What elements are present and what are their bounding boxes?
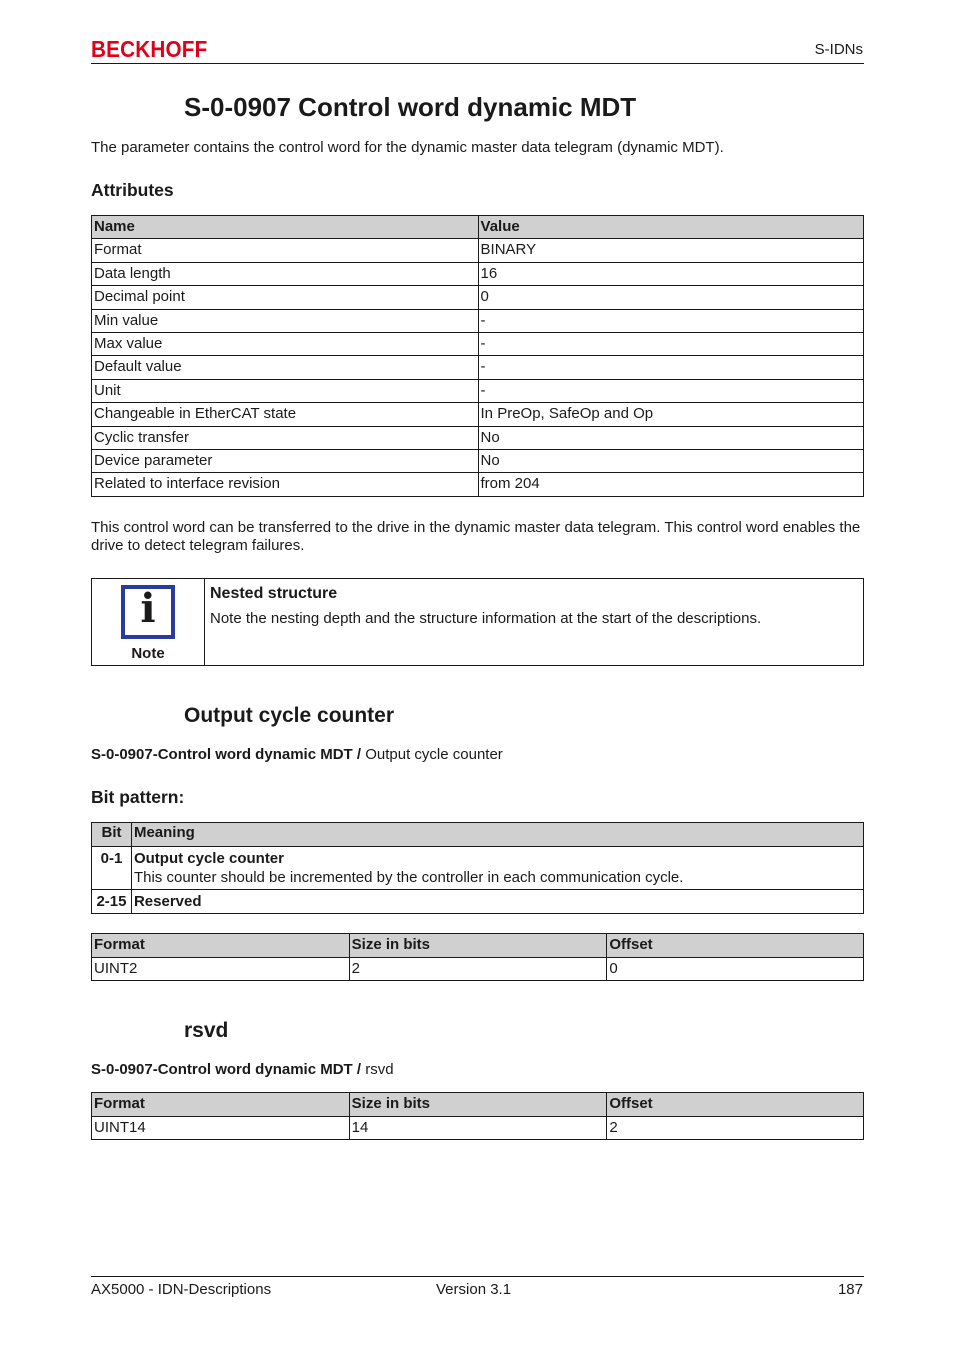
table-row xyxy=(92,403,864,426)
attr-name: Unit xyxy=(92,379,479,402)
header-divider xyxy=(91,63,864,64)
bit-meaning xyxy=(131,847,863,890)
table-header-row xyxy=(92,1093,864,1117)
column-header: Offset xyxy=(607,934,864,958)
output-cycle-counter-format-table xyxy=(91,933,864,981)
reference-path: S-0-0907-Control word dynamic MDT / xyxy=(91,1061,362,1078)
table-row xyxy=(92,449,864,472)
bit-meaning-description: This counter should be incremented by the controller in each communication cycle. xyxy=(133,869,684,886)
table-header-row xyxy=(92,216,864,239)
bit-pattern-heading: Bit pattern: xyxy=(91,787,185,807)
intro-paragraph: The parameter contains the control word for the dynamic master data telegram (dynamic MDT). xyxy=(91,139,724,156)
column-header: Offset xyxy=(607,1093,864,1117)
section-name: S-IDNs xyxy=(814,41,863,58)
attr-name: Cyclic transfer xyxy=(92,426,479,449)
table-row xyxy=(92,890,864,914)
bit-meaning xyxy=(131,890,863,914)
attr-value: No xyxy=(478,449,863,472)
table-row xyxy=(92,426,864,449)
output-cycle-counter-reference xyxy=(91,746,503,763)
note-box xyxy=(91,578,864,666)
note-label: Note xyxy=(131,645,165,662)
info-icon: i xyxy=(121,585,175,639)
column-header: Meaning xyxy=(131,823,863,847)
table-row xyxy=(92,239,864,262)
table-row xyxy=(92,262,864,285)
footer-document-title: AX5000 - IDN-Descriptions xyxy=(91,1281,272,1298)
attr-value: 16 xyxy=(478,262,863,285)
offset-cell: 2 xyxy=(607,1116,864,1140)
note-title: Nested structure xyxy=(210,585,338,602)
note-icon-cell xyxy=(92,579,205,665)
attr-value: In PreOp, SafeOp and Op xyxy=(478,403,863,426)
attr-name: Decimal point xyxy=(92,286,479,309)
description-paragraph: This control word can be transferred to the drive in the dynamic master data telegram. This control word enables the drive to detect telegram failures. xyxy=(91,519,861,554)
attr-name: Related to interface revision xyxy=(92,473,479,496)
attr-value: 0 xyxy=(478,286,863,309)
bit-range: 2-15 xyxy=(92,890,132,914)
column-header: Name xyxy=(92,216,479,239)
attr-name: Default value xyxy=(92,356,479,379)
note-text: Note the nesting depth and the structure information at the start of the descriptions. xyxy=(210,610,762,627)
table-row xyxy=(92,309,864,332)
bit-range: 0-1 xyxy=(92,847,132,890)
rsvd-heading: rsvd xyxy=(184,1019,229,1042)
attr-value: BINARY xyxy=(478,239,863,262)
output-cycle-counter-heading: Output cycle counter xyxy=(184,704,395,727)
attr-value: - xyxy=(478,309,863,332)
table-header-row xyxy=(92,934,864,958)
format-cell: UINT2 xyxy=(92,957,350,981)
bit-meaning-title: Output cycle counter xyxy=(133,850,284,867)
footer-version: Version 3.1 xyxy=(436,1281,512,1298)
column-header: Value xyxy=(478,216,863,239)
reference-name: rsvd xyxy=(361,1061,394,1078)
attr-name: Device parameter xyxy=(92,449,479,472)
attr-value: - xyxy=(478,356,863,379)
table-row xyxy=(92,1116,864,1140)
bit-pattern-table xyxy=(91,822,864,914)
rsvd-format-table xyxy=(91,1092,864,1140)
table-row xyxy=(92,379,864,402)
attr-value: - xyxy=(478,332,863,355)
size-cell: 2 xyxy=(349,957,607,981)
reference-path: S-0-0907-Control word dynamic MDT / xyxy=(91,746,362,763)
attr-name: Min value xyxy=(92,309,479,332)
attr-value: No xyxy=(478,426,863,449)
table-header-row xyxy=(92,823,864,847)
table-row xyxy=(92,957,864,981)
column-header: Format xyxy=(92,1093,350,1117)
size-cell: 14 xyxy=(349,1116,607,1140)
attr-name: Data length xyxy=(92,262,479,285)
table-row xyxy=(92,286,864,309)
column-header: Size in bits xyxy=(349,934,607,958)
bit-meaning-title: Reserved xyxy=(133,893,202,910)
rsvd-reference xyxy=(91,1061,394,1078)
attr-name: Format xyxy=(92,239,479,262)
table-row xyxy=(92,473,864,496)
format-cell: UINT14 xyxy=(92,1116,350,1140)
page-title: S-0-0907 Control word dynamic MDT xyxy=(184,92,637,122)
attributes-table xyxy=(91,215,864,497)
column-header: Format xyxy=(92,934,350,958)
column-header: Bit xyxy=(92,823,132,847)
attributes-heading: Attributes xyxy=(91,180,174,200)
attr-name: Max value xyxy=(92,332,479,355)
reference-name: Output cycle counter xyxy=(361,746,503,763)
beckhoff-logo: BECKHOFF xyxy=(91,36,208,62)
table-row xyxy=(92,847,864,890)
page-number: 187 xyxy=(837,1281,863,1298)
offset-cell: 0 xyxy=(607,957,864,981)
footer-divider xyxy=(91,1276,864,1277)
attr-name: Changeable in EtherCAT state xyxy=(92,403,479,426)
table-row xyxy=(92,356,864,379)
table-row xyxy=(92,332,864,355)
column-header: Size in bits xyxy=(349,1093,607,1117)
attr-value: from 204 xyxy=(478,473,863,496)
attr-value: - xyxy=(478,379,863,402)
